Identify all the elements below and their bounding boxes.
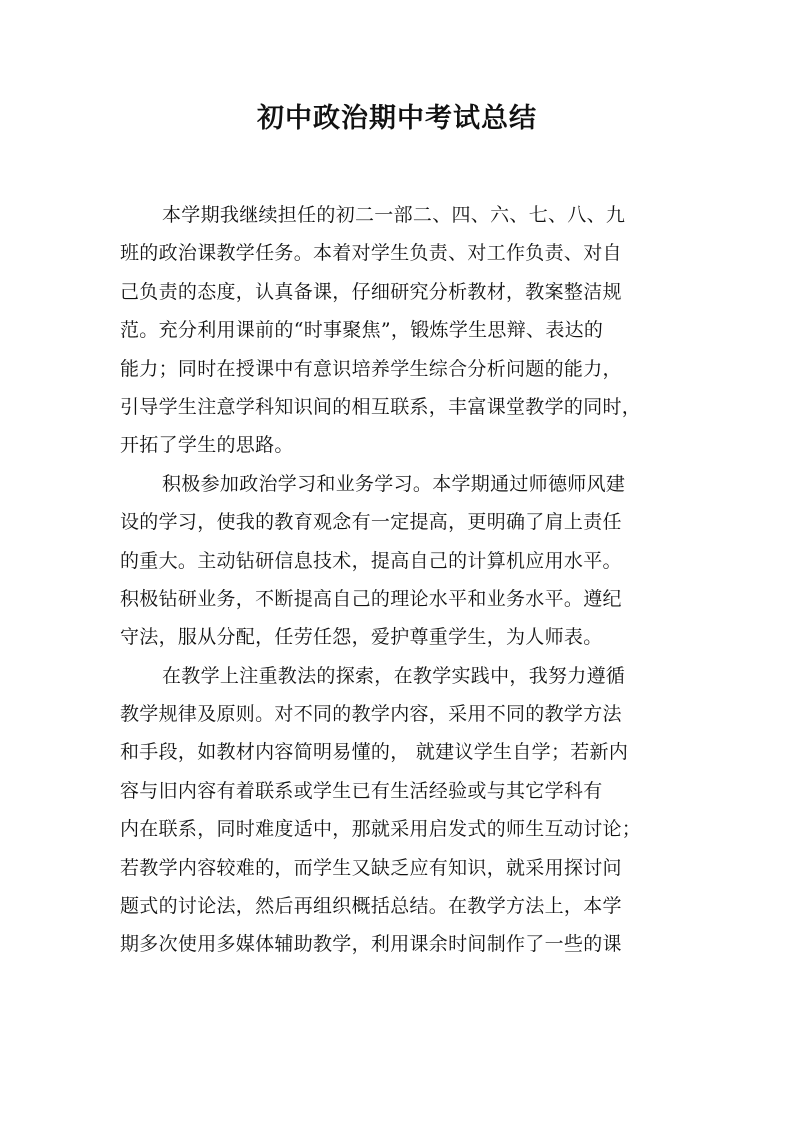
paragraph-2-line-1: 积极参加政治学习和业务学习。本学期通过师德师风建 bbox=[162, 472, 626, 495]
paragraph-2-line-3: 的重大。主动钻研信息技术，提高自己的计算机应用水平。 bbox=[120, 549, 622, 572]
document-title: 初中政治期中考试总结 bbox=[257, 103, 537, 134]
paragraph-2-line-5: 守法，服从分配，任劳任怨，爱护尊重学生，为人师表。 bbox=[120, 626, 603, 649]
paragraph-1-line-7: 开拓了学生的思路。 bbox=[120, 434, 294, 457]
paragraph-3-line-7: 题式的讨论法，然后再组织概括总结。在教学方法上，本学 bbox=[120, 895, 622, 918]
paragraph-2-line-4: 积极钻研业务，不断提高自己的理论水平和业务水平。遵纪 bbox=[120, 587, 622, 610]
paragraph-1-line-4: 范。充分利用课前的“时事聚焦”，锻炼学生思辩、表达的 bbox=[120, 319, 604, 342]
paragraph-3-line-8: 期多次使用多媒体辅助教学，利用课余时间制作了一些的课 bbox=[120, 933, 622, 956]
paragraph-2-line-2: 设的学习，使我的教育观念有一定提高，更明确了肩上责任 bbox=[120, 511, 622, 534]
paragraph-3-line-3: 和手段，如教材内容简明易懂的， 就建议学生自学；若新内 bbox=[120, 741, 629, 764]
paragraph-3-line-4: 容与旧内容有着联系或学生已有生活经验或与其它学科有 bbox=[120, 779, 603, 802]
paragraph-1-line-1: 本学期我继续担任的初二一部二、四、六、七、八、九 bbox=[162, 204, 626, 226]
paragraph-3-line-1: 在教学上注重教法的探索，在教学实践中，我努力遵循 bbox=[162, 664, 626, 687]
document-body bbox=[120, 196, 680, 964]
paragraph-3-line-6: 若教学内容较难的，而学生又缺乏应有知识，就采用探讨问 bbox=[120, 856, 622, 879]
paragraph-1-line-6: 引导学生注意学科知识间的相互联系，丰富课堂教学的同时， bbox=[120, 395, 642, 418]
paragraph-1-line-5: 能力；同时在授课中有意识培养学生综合分析问题的能力， bbox=[120, 357, 622, 380]
paragraph-3-line-2: 教学规律及原则。对不同的教学内容，采用不同的教学方法 bbox=[120, 703, 622, 726]
paragraph-3-line-5: 内在联系，同时难度适中，那就采用启发式的师生互动讨论； bbox=[120, 818, 642, 841]
paragraph-1-line-2: 班的政治课教学任务。本着对学生负责、对工作负责、对自 bbox=[120, 242, 622, 265]
paragraph-1-line-3: 己负责的态度，认真备课，仔细研究分析教材，教案整洁规 bbox=[120, 280, 622, 303]
